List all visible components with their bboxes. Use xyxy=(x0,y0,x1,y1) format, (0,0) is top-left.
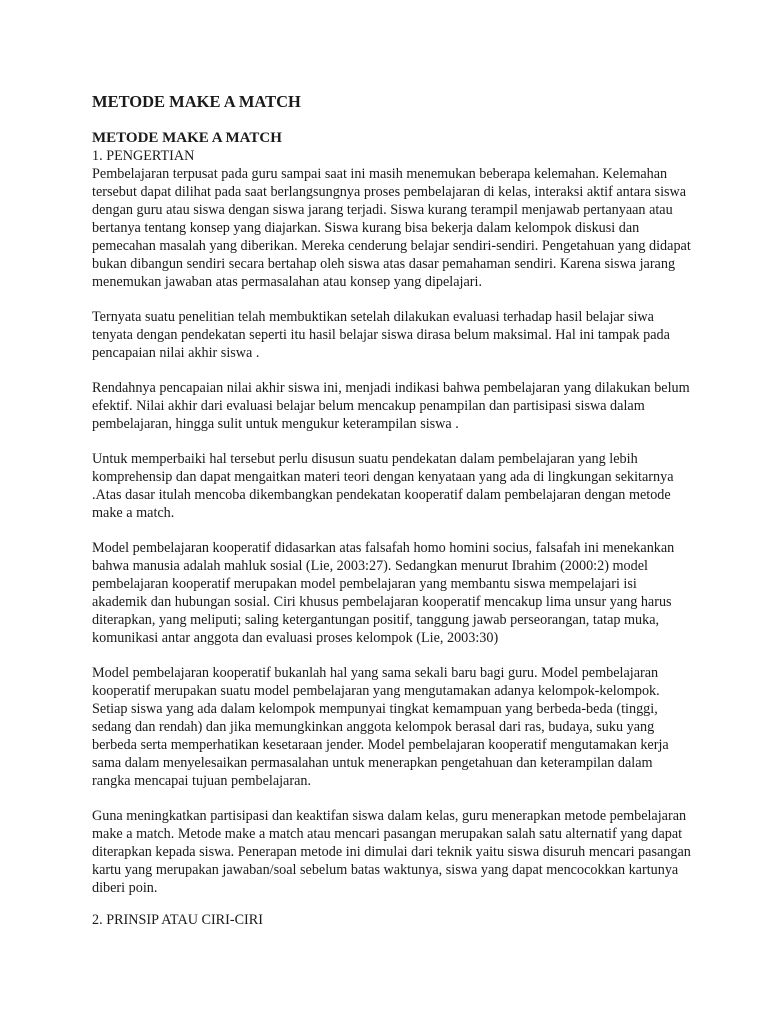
document-subtitle: METODE MAKE A MATCH xyxy=(92,130,282,146)
document-page xyxy=(92,92,692,929)
section-heading-pengertian: 1. PENGERTIAN xyxy=(92,148,195,164)
paragraph-3: Rendahnya pencapaian nilai akhir siswa ini, menjadi indikasi bahwa pembelajaran yang dilakukan belum efektif. Nilai akhir dari evaluasi belajar belum mencakup penampilan dan partisipasi siswa dalam pembelajaran, hingga sulit untuk mengukur keterampilan siswa . xyxy=(92,380,690,432)
paragraph-4: Untuk memperbaiki hal tersebut perlu disusun suatu pendekatan dalam pembelajaran yang lebih komprehensip dan dapat mengaitkan materi teori dengan kenyataan yang ada di lingkungan sekitarnya .Atas dasar itulah mencoba dikembangkan pendekatan kooperatif dalam pembelajaran dengan metode make a match. xyxy=(92,451,674,521)
section-heading-prinsip: 2. PRINSIP ATAU CIRI-CIRI xyxy=(92,912,263,928)
document-title: METODE MAKE A MATCH xyxy=(92,92,301,111)
paragraph-6: Model pembelajaran kooperatif bukanlah hal yang sama sekali baru bagi guru. Model pembelajaran kooperatif merupakan suatu model pembelajaran yang mengutamakan adanya kelompok-kelompok. Setiap siswa yang ada dalam kelompok mempunyai tingkat kemampuan yang berbeda-beda (tinggi, sedang dan rendah) dan jika memungkinkan anggota kelompok berasal dari ras, budaya, suku yang berbeda serta memperhatikan kesetaraan jender. Model pembelajaran kooperatif mengutamakan kerja sama dalam menyelesaikan permasalahan untuk menerapkan pengetahuan dan keterampilan dalam rangka mencapai tujuan pembelajaran. xyxy=(92,665,669,789)
paragraph-1: Pembelajaran terpusat pada guru sampai saat ini masih menemukan beberapa kelemahan. Kelemahan tersebut dapat dilihat pada saat berlangsungnya proses pembelajaran di kelas, interaksi aktif antara siswa dengan guru atau siswa dengan siswa jarang terjadi. Siswa kurang terampil menjawab pertanyaan atau bertanya tentang konsep yang diajarkan. Siswa kurang bisa bekerja dalam kelompok diskusi dan pemecahan masalah yang diberikan. Mereka cenderung belajar sendiri-sendiri. Pengetahuan yang didapat bukan dibangun sendiri secara bertahap oleh siswa atas dasar pemahaman sendiri. Karena siswa jarang menemukan jawaban atas permasalahan atau konsep yang dipelajari. xyxy=(92,166,691,290)
paragraph-5: Model pembelajaran kooperatif didasarkan atas falsafah homo homini socius, falsafah ini menekankan bahwa manusia adalah mahluk sosial (Lie, 2003:27). Sedangkan menurut Ibrahim (2000:2) model pembelajaran kooperatif merupakan model pembelajaran yang membantu siswa mempelajari isi akademik dan hubungan sosial. Ciri khusus pembelajaran kooperatif mencakup lima unsur yang harus diterapkan, yang meliputi; saling ketergantungan positif, tanggung jawab perseorangan, tatap muka, komunikasi antar anggota dan evaluasi proses kelompok (Lie, 2003:30) xyxy=(92,540,675,646)
paragraph-2: Ternyata suatu penelitian telah membuktikan setelah dilakukan evaluasi terhadap hasil belajar siwa tenyata dengan pendekatan seperti itu hasil belajar siswa dirasa belum maksimal. Hal ini tampak pada pencapaian nilai akhir siswa . xyxy=(92,309,670,361)
paragraph-7: Guna meningkatkan partisipasi dan keaktifan siswa dalam kelas, guru menerapkan metode pembelajaran make a match. Metode make a match atau mencari pasangan merupakan salah satu alternatif yang dapat diterapkan kepada siswa. Penerapan metode ini dimulai dari teknik yaitu siswa disuruh mencari pasangan kartu yang merupakan jawaban/soal sebelum batas waktunya, siswa yang dapat mencocokkan kartunya diberi poin. xyxy=(92,808,691,896)
